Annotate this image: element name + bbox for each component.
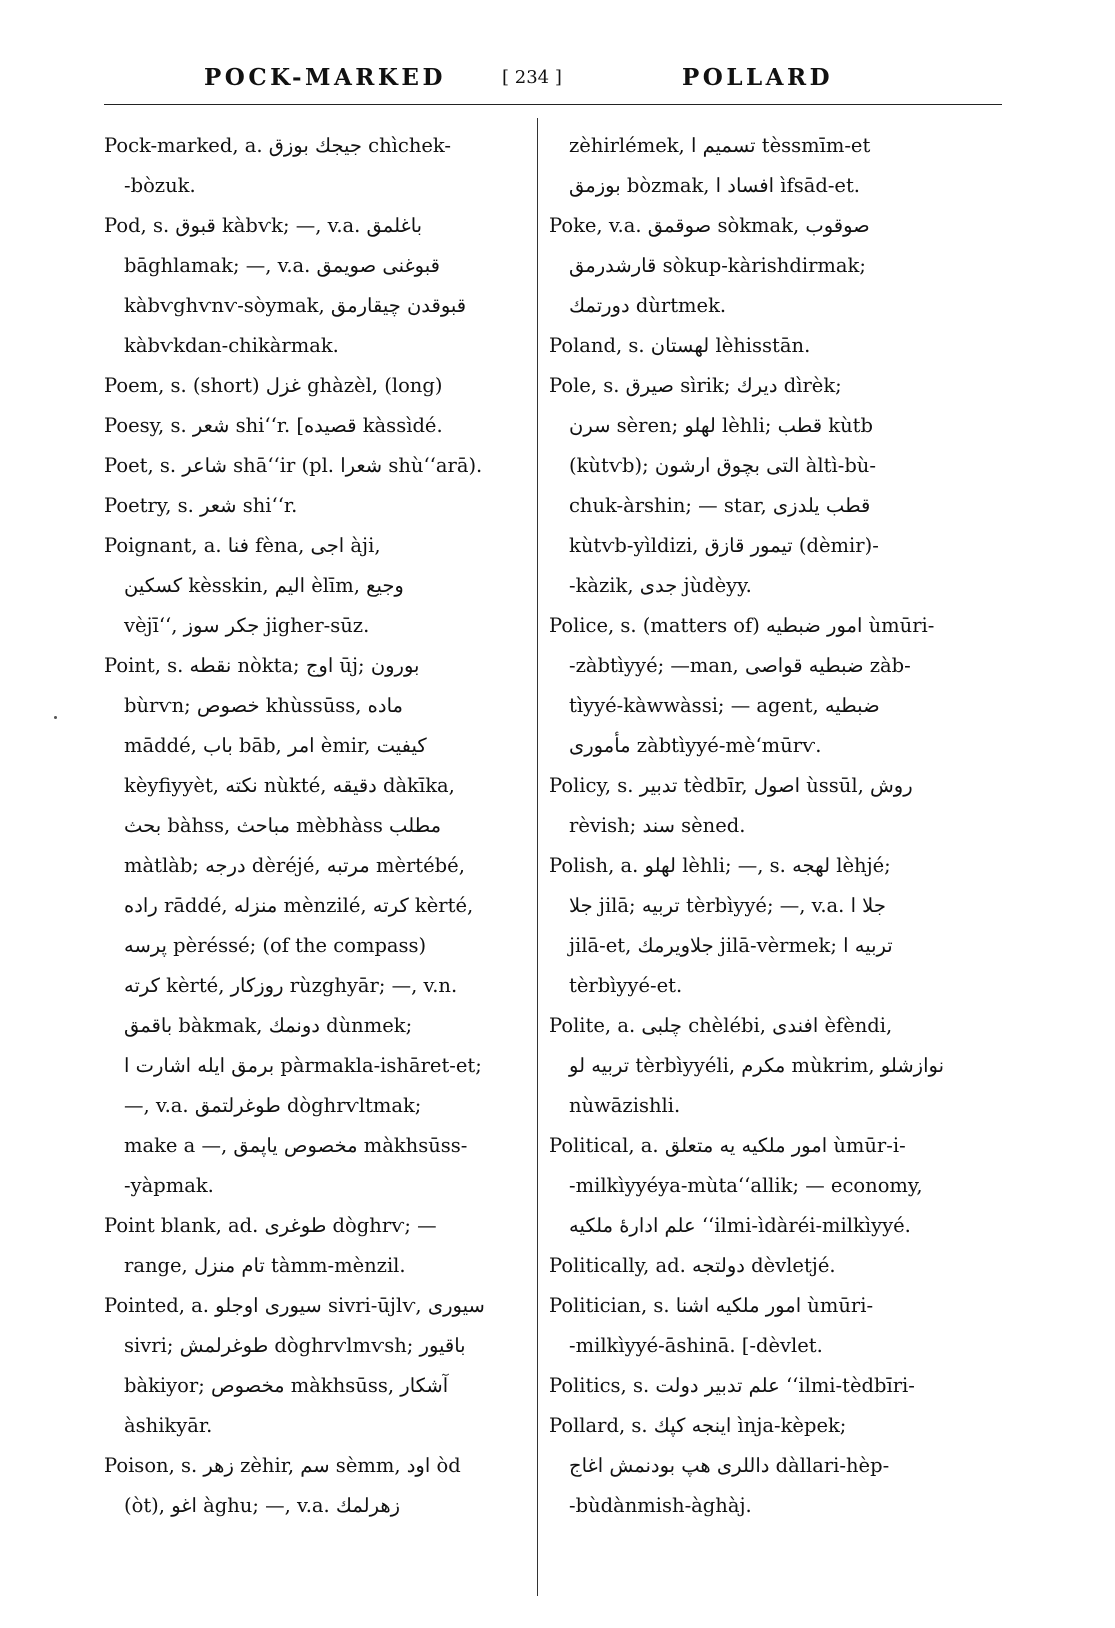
entry-continuation-line: -bòzuk.: [124, 174, 196, 197]
entry-continuation-line: داللرى هپ بودنمش اغاج dàllari-hèp-: [569, 1454, 890, 1477]
entry-continuation-line: باقمق bàkmak, دونمك dùnmek;: [124, 1014, 413, 1037]
entry-headword-line: Point blank, ad. طوغرى dòghrѵ; —: [104, 1214, 437, 1237]
entry-continuation-line: rèvish; سند sèned.: [569, 814, 746, 837]
entry-headword-line: Poke, v.a. صوقمق sòkmak, صوقوب: [549, 214, 870, 237]
entry-headword-line: Poet, s. شاعر shā‘‘ir (pl. شعرا shù‘‘arā).: [104, 454, 483, 477]
entry-headword-line: Policy, s. تدبير tèdbīr, اصول ùssūl, روش: [549, 774, 913, 797]
running-header: [104, 58, 1004, 102]
entry-continuation-line: -zàbtìyyé; —man, ضبطيه قواصى zàb-: [569, 654, 911, 677]
entry-continuation-line: (òt), اغو àghu; —, v.a. زهرلمك: [124, 1494, 401, 1517]
entry-continuation-line: -milkìyyé-āshinā. [-dèvlet.: [569, 1334, 823, 1357]
entry-continuation-line: jilā-et, جلاويرمك jilā-vèrmek; تربيه ا: [569, 934, 893, 957]
entry-continuation-line: مأمورى zàbtìyyé-mè‘mūrѵ.: [569, 734, 822, 757]
entry-headword-line: Politics, s. علم تدبير دولت ‘‘ilmi-tèdbīri-: [549, 1374, 915, 1397]
header-rule: [104, 104, 1002, 105]
right-column: [549, 126, 981, 1526]
entry-continuation-line: راده rāddé, منزله mènzilé, كرته kèrté,: [124, 894, 474, 917]
entry-continuation-line: دورتمك dùrtmek.: [569, 294, 727, 317]
entry-continuation-line: zèhirlémek, تسميم ا tèssmīm-et: [569, 134, 871, 157]
entry-headword-line: Politically, ad. دولتجه dèvletjé.: [549, 1254, 836, 1277]
entry-continuation-line: nùwāzishli.: [569, 1094, 681, 1117]
entry-continuation-line: (kùtѵb); التى بچوق ارشون àltì-bù-: [569, 454, 876, 477]
left-column: [104, 126, 522, 1526]
entry-headword-line: Politician, s. امور ملكيه اشنا ùmūri-: [549, 1294, 874, 1317]
entry-continuation-line: جلا jilā; تربيه tèrbìyyé; —, v.a. جلا ا: [569, 894, 886, 917]
entry-headword-line: Point, s. نقطه nòkta; اوج ūj; بورون: [104, 654, 420, 677]
entry-headword-line: Pod, s. قبوق kàbѵk; —, v.a. باغلمق: [104, 214, 423, 237]
header-first-word: POCK-MARKED: [204, 64, 446, 91]
header-last-word: POLLARD: [682, 64, 834, 91]
entry-continuation-line: range, تام منزل tàmm-mènzil.: [124, 1254, 406, 1277]
entry-continuation-line: chuk-àrshin; — star, قطب يلدزى: [569, 494, 871, 517]
entry-headword-line: Poesy, s. شعر shi‘‘r. [قصيده kàssìdé.: [104, 414, 443, 437]
entry-continuation-line: tìyyé-kàwwàssi; — agent, ضبطيه: [569, 694, 880, 717]
page-number: [ 234 ]: [502, 67, 562, 88]
entry-continuation-line: تربيه لو tèrbìyyéli, مكرم mùkrim, نوازشلو: [569, 1054, 945, 1077]
entry-continuation-line: كسكين kèsskin, اليم èlīm, وجيع: [124, 574, 404, 597]
entry-continuation-line: bāghlamak; —, v.a. قبوغنى صويمق: [124, 254, 440, 277]
entry-continuation-line: kàbѵkdan-chikàrmak.: [124, 334, 339, 357]
entry-headword-line: Poison, s. زهر zèhir, سم sèmm, اود òd: [104, 1454, 461, 1477]
column-divider: [537, 118, 538, 1596]
entry-continuation-line: māddé, باب bāb, امر èmir, كيفيت: [124, 734, 427, 757]
entry-continuation-line: vèjī‘‘, جكر سوز jigher-sūz.: [124, 614, 370, 637]
entry-headword-line: Polite, a. چلبى chèlébi, افندى èfèndi,: [549, 1014, 893, 1037]
entry-continuation-line: سرن sèren; لهلو lèhli; قطب kùtb: [569, 414, 873, 437]
entry-continuation-line: -bùdànmish-àghàj.: [569, 1494, 752, 1517]
entry-continuation-line: tèrbìyyé-et.: [569, 974, 683, 997]
entry-continuation-line: sivri; طوغرلمش dòghrѵlmѵsh; باقيور: [124, 1334, 466, 1357]
entry-continuation-line: make a —, مخصوص ياپمق màkhsūss-: [124, 1134, 468, 1157]
entry-continuation-line: àshikyār.: [124, 1414, 213, 1437]
entry-continuation-line: —, v.a. طوغرلتمق dòghrѵltmak;: [124, 1094, 422, 1117]
entry-headword-line: Poem, s. (short) غزل ghàzèl, (long): [104, 374, 443, 397]
entry-continuation-line: -milkìyyéya-mùta‘‘allik; — economy,: [569, 1174, 923, 1197]
entry-headword-line: Polish, a. لهلو lèhli; —, s. لهجه lèhjé;: [549, 854, 891, 877]
entry-continuation-line: برمق ايله اشارت ا pàrmakla-ishāret-et;: [124, 1054, 482, 1077]
entry-headword-line: Political, a. امور ملكيه يه متعلق ùmūr-i-: [549, 1134, 906, 1157]
entry-headword-line: Pock-marked, a. جيجك بوزق chìchek-: [104, 134, 451, 157]
entry-continuation-line: -kàzik, جدى jùdèyy.: [569, 574, 752, 597]
entry-continuation-line: پرسه pèréssé; (of the compass): [124, 934, 427, 957]
entry-continuation-line: كرته kèrté, روزكار rùzghyār; —, v.n.: [124, 974, 458, 997]
entry-headword-line: Pollard, s. اينجه كپك ìnja-kèpek;: [549, 1414, 847, 1437]
entry-continuation-line: kùtѵb-yìldizi, تيمور قازق (dèmir)-: [569, 534, 879, 557]
entry-continuation-line: -yàpmak.: [124, 1174, 214, 1197]
margin-speck: [54, 716, 57, 719]
entry-headword-line: Poland, s. لهستان lèhisstān.: [549, 334, 811, 357]
entry-continuation-line: kèyfiyyèt, نكته nùkté, دقيقه dàkīka,: [124, 774, 455, 797]
entry-continuation-line: بحث bàhss, مباحث mèbhàss مطلب: [124, 814, 442, 837]
entry-continuation-line: màtlàb; درجه dèréjé, مرتبه mèrtébé,: [124, 854, 465, 877]
entry-continuation-line: bùrѵn; خصوص khùssūss, ماده: [124, 694, 403, 717]
entry-headword-line: Pointed, a. سيورى اوجلو sivri-ūjlѵ, سيورى: [104, 1294, 485, 1317]
entry-headword-line: Pole, s. صيرق sìrik; ديرك dìrèk;: [549, 374, 842, 397]
entry-continuation-line: علم ادارهٔ ملكيه ‘‘ilmi-ìdàréi-milkìyyé.: [569, 1214, 911, 1237]
entry-headword-line: Poignant, a. فنا fèna, اجى àji,: [104, 534, 381, 557]
entry-continuation-line: بوزمق bòzmak, افساد ا ìfsād-et.: [569, 174, 860, 197]
entry-headword-line: Poetry, s. شعر shi‘‘r.: [104, 494, 298, 517]
entry-headword-line: Police, s. (matters of) امور ضبطيه ùmūri-: [549, 614, 935, 637]
entry-continuation-line: kàbѵghѵnѵ-sòymak, قبوقدن چيقارمق: [124, 294, 467, 317]
entry-continuation-line: قارشدرمق sòkup-kàrishdirmak;: [569, 254, 866, 277]
entry-continuation-line: bàkiyor; مخصوص màkhsūss, آشكار: [124, 1374, 449, 1397]
